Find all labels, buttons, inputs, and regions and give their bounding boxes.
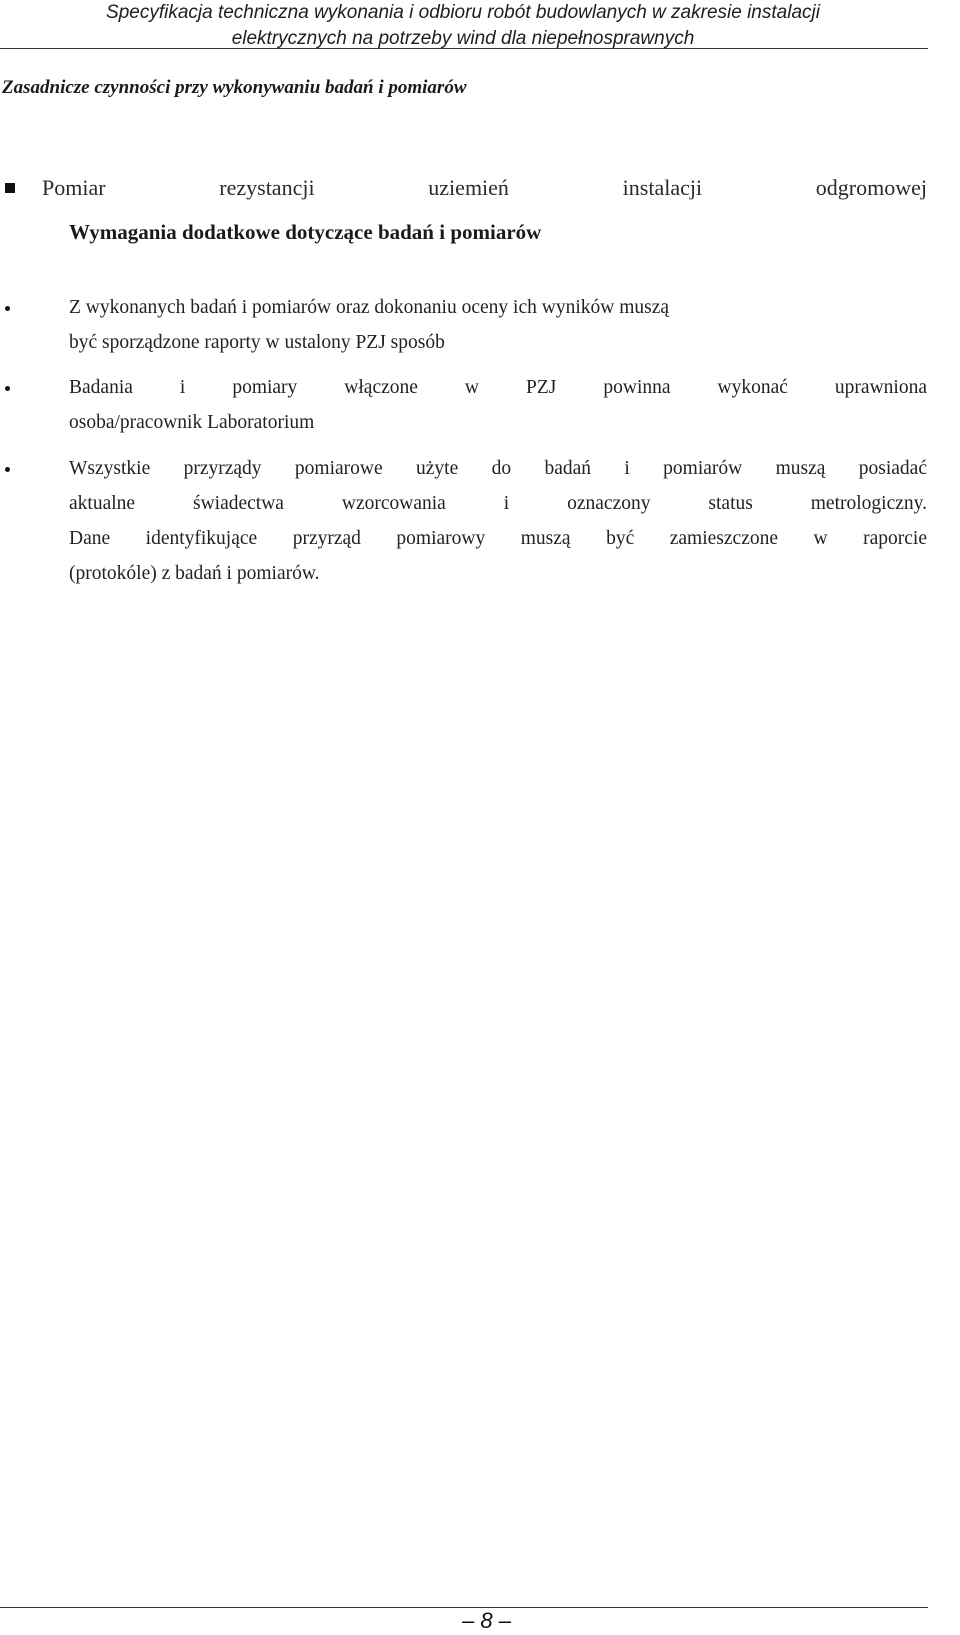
- header-divider: [0, 48, 928, 49]
- list-item-line: być sporządzone raporty w ustalony PZJ sposób: [69, 332, 445, 353]
- bullet-icon: [5, 467, 10, 472]
- list-item: [69, 451, 927, 591]
- list-item-line: Z wykonanych badań i pomiarów oraz dokonaniu oceny ich wyników muszą: [69, 297, 670, 318]
- sub-heading: Wymagania dodatkowe dotyczące badań i pomiarów: [69, 220, 542, 244]
- list-item-line: Badania i pomiary włączone w PZJ powinna wykonać uprawniona: [69, 377, 927, 398]
- measurement-word: odgromowej: [815, 175, 927, 200]
- square-bullet-icon: [5, 183, 15, 193]
- measurement-item: [42, 174, 927, 202]
- header-line-1: Specyfikacja techniczna wykonania i odbioru robót budowlanych w zakresie instalacji: [106, 2, 820, 23]
- bullet-icon: [5, 306, 10, 311]
- page-number: – 8 –: [462, 1608, 511, 1633]
- list-item-line: osoba/pracownik Laboratorium: [69, 412, 315, 433]
- measurement-word: uziemień: [428, 175, 509, 200]
- measurement-word: Pomiar: [42, 175, 106, 200]
- measurement-word: instalacji: [622, 175, 703, 200]
- list-item-line: Dane identyfikujące przyrząd pomiarowy muszą być zamieszczone w raporcie: [69, 528, 927, 549]
- measurement-word: rezystancji: [219, 175, 315, 200]
- list-item-line: (protokóle) z badań i pomiarów.: [69, 563, 320, 584]
- list-item: [69, 370, 927, 440]
- section-heading: Zasadnicze czynności przy wykonywaniu badań i pomiarów: [2, 77, 467, 98]
- bullet-icon: [5, 386, 10, 391]
- list-item-line: Wszystkie przyrządy pomiarowe użyte do badań i pomiarów muszą posiadać: [69, 458, 927, 479]
- list-item-line: aktualne świadectwa wzorcowania i oznaczony status metrologiczny.: [69, 493, 927, 514]
- page-header: [0, 0, 926, 52]
- header-line-2: elektrycznych na potrzeby wind dla niepełnosprawnych: [231, 28, 695, 49]
- list-item: [69, 290, 927, 360]
